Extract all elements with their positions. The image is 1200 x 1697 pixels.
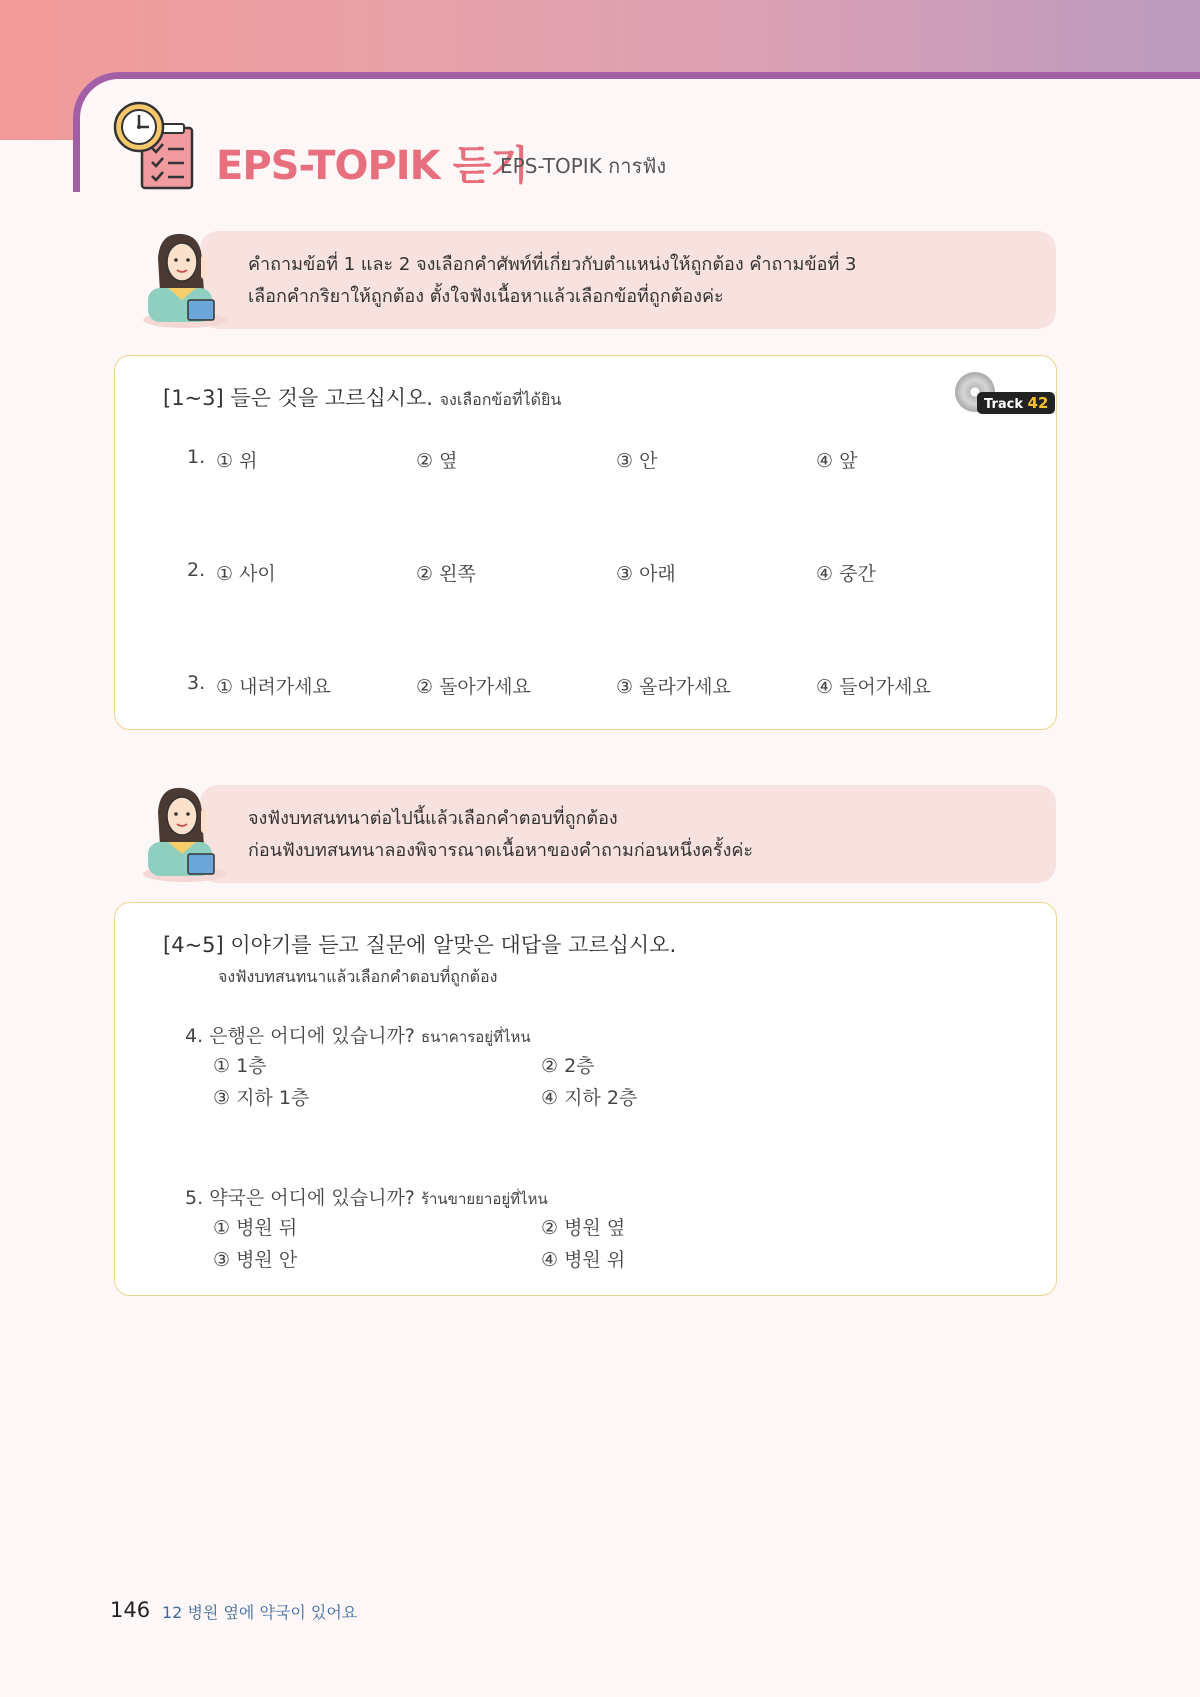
question-5-number: 5. <box>185 1187 204 1209</box>
question-2-option-4[interactable]: ④ 중간 <box>816 563 876 585</box>
teacher-illustration <box>140 228 230 328</box>
instruction-2-line-2: ก่อนฟังบทสนทนาลองพิจารณาดเนื้อหาของคำถามก่อนหนึ่งครั้งค่ะ <box>248 840 754 861</box>
teacher-illustration <box>140 782 230 882</box>
question-1-option-4[interactable]: ④ 앞 <box>816 450 858 472</box>
page-title: EPS-TOPIK 듣기 <box>216 143 528 189</box>
question-1-option-1[interactable]: ① 위 <box>216 450 258 472</box>
track-label <box>977 392 1055 414</box>
question-3-option-1[interactable]: ① 내려가세요 <box>216 676 331 698</box>
question-3-option-2[interactable]: ② 돌아가세요 <box>416 676 531 698</box>
question-4-option-4[interactable]: ④ 지하 2층 <box>541 1087 638 1109</box>
question-2-number: 2. <box>187 559 206 581</box>
instruction-1-line-1: คำถามข้อที่ 1 และ 2 จงเลือกคำศัพท์ที่เกี่ยวกับตำแหน่งให้ถูกต้อง คำถามข้อที่ 3 <box>248 254 857 275</box>
page-number: 146 <box>110 1598 151 1622</box>
track-number: 42 <box>1027 394 1049 412</box>
instruction-1-line-2: เลือกคำกริยาให้ถูกต้อง ตั้งใจฟังเนื้อหาแล้วเลือกข้อที่ถูกต้องค่ะ <box>248 286 724 307</box>
clock-checklist-icon <box>112 100 198 192</box>
question-4-option-3[interactable]: ③ 지하 1층 <box>213 1087 310 1109</box>
instruction-2-line-1: จงฟังบทสนทนาต่อไปนี้แล้วเลือกคำตอบที่ถูกต้อง <box>248 808 618 829</box>
question-4 <box>185 1021 531 1049</box>
question-4-option-2[interactable]: ② 2층 <box>541 1055 595 1077</box>
question-5-option-1[interactable]: ① 병원 뒤 <box>213 1217 298 1239</box>
question-5-text-th: ร้านขายยาอยู่ที่ไหน <box>420 1190 548 1208</box>
question-1-option-2[interactable]: ② 옆 <box>416 450 458 472</box>
section-1-header-th: จงเลือกข้อที่ได้ยิน <box>439 390 562 409</box>
question-5-option-4[interactable]: ④ 병원 위 <box>541 1249 626 1271</box>
question-box-1-3 <box>114 355 1057 730</box>
page-subtitle: EPS-TOPIK การฟัง <box>500 154 667 178</box>
section-1-header-ko: [1~3] 들은 것을 고르십시오. <box>163 386 433 410</box>
section-1-header <box>163 382 561 413</box>
question-3-option-4[interactable]: ④ 들어가세요 <box>816 676 931 698</box>
question-1-number: 1. <box>187 446 206 468</box>
question-3-number: 3. <box>187 672 206 694</box>
question-4-text-ko: 은행은 어디에 있습니까? <box>209 1025 415 1047</box>
question-4-option-1[interactable]: ① 1층 <box>213 1055 267 1077</box>
question-4-number: 4. <box>185 1025 204 1047</box>
audio-track-badge[interactable] <box>955 372 1049 416</box>
section-2-header: [4~5] 이야기를 듣고 질문에 알맞은 대답을 고르십시오. <box>163 933 677 957</box>
question-5-option-3[interactable]: ③ 병원 안 <box>213 1249 298 1271</box>
question-4-text-th: ธนาคารอยู่ที่ไหน <box>420 1028 531 1046</box>
question-5 <box>185 1183 548 1211</box>
question-1-option-3[interactable]: ③ 안 <box>616 450 658 472</box>
question-2-option-2[interactable]: ② 왼쪽 <box>416 563 476 585</box>
instruction-bubble-1 <box>200 231 1056 329</box>
question-5-option-2[interactable]: ② 병원 옆 <box>541 1217 626 1239</box>
section-2-header-th: จงฟังบทสนทนาแล้วเลือกคำตอบที่ถูกต้อง <box>218 967 498 986</box>
chapter-title: 12 병원 옆에 약국이 있어요 <box>162 1603 358 1622</box>
question-5-text-ko: 약국은 어디에 있습니까? <box>209 1187 415 1209</box>
question-box-4-5 <box>114 902 1057 1296</box>
question-2-option-1[interactable]: ① 사이 <box>216 563 276 585</box>
instruction-bubble-2 <box>200 785 1056 883</box>
question-2-option-3[interactable]: ③ 아래 <box>616 563 676 585</box>
question-3-option-3[interactable]: ③ 올라가세요 <box>616 676 731 698</box>
track-label-text: Track <box>984 397 1023 412</box>
